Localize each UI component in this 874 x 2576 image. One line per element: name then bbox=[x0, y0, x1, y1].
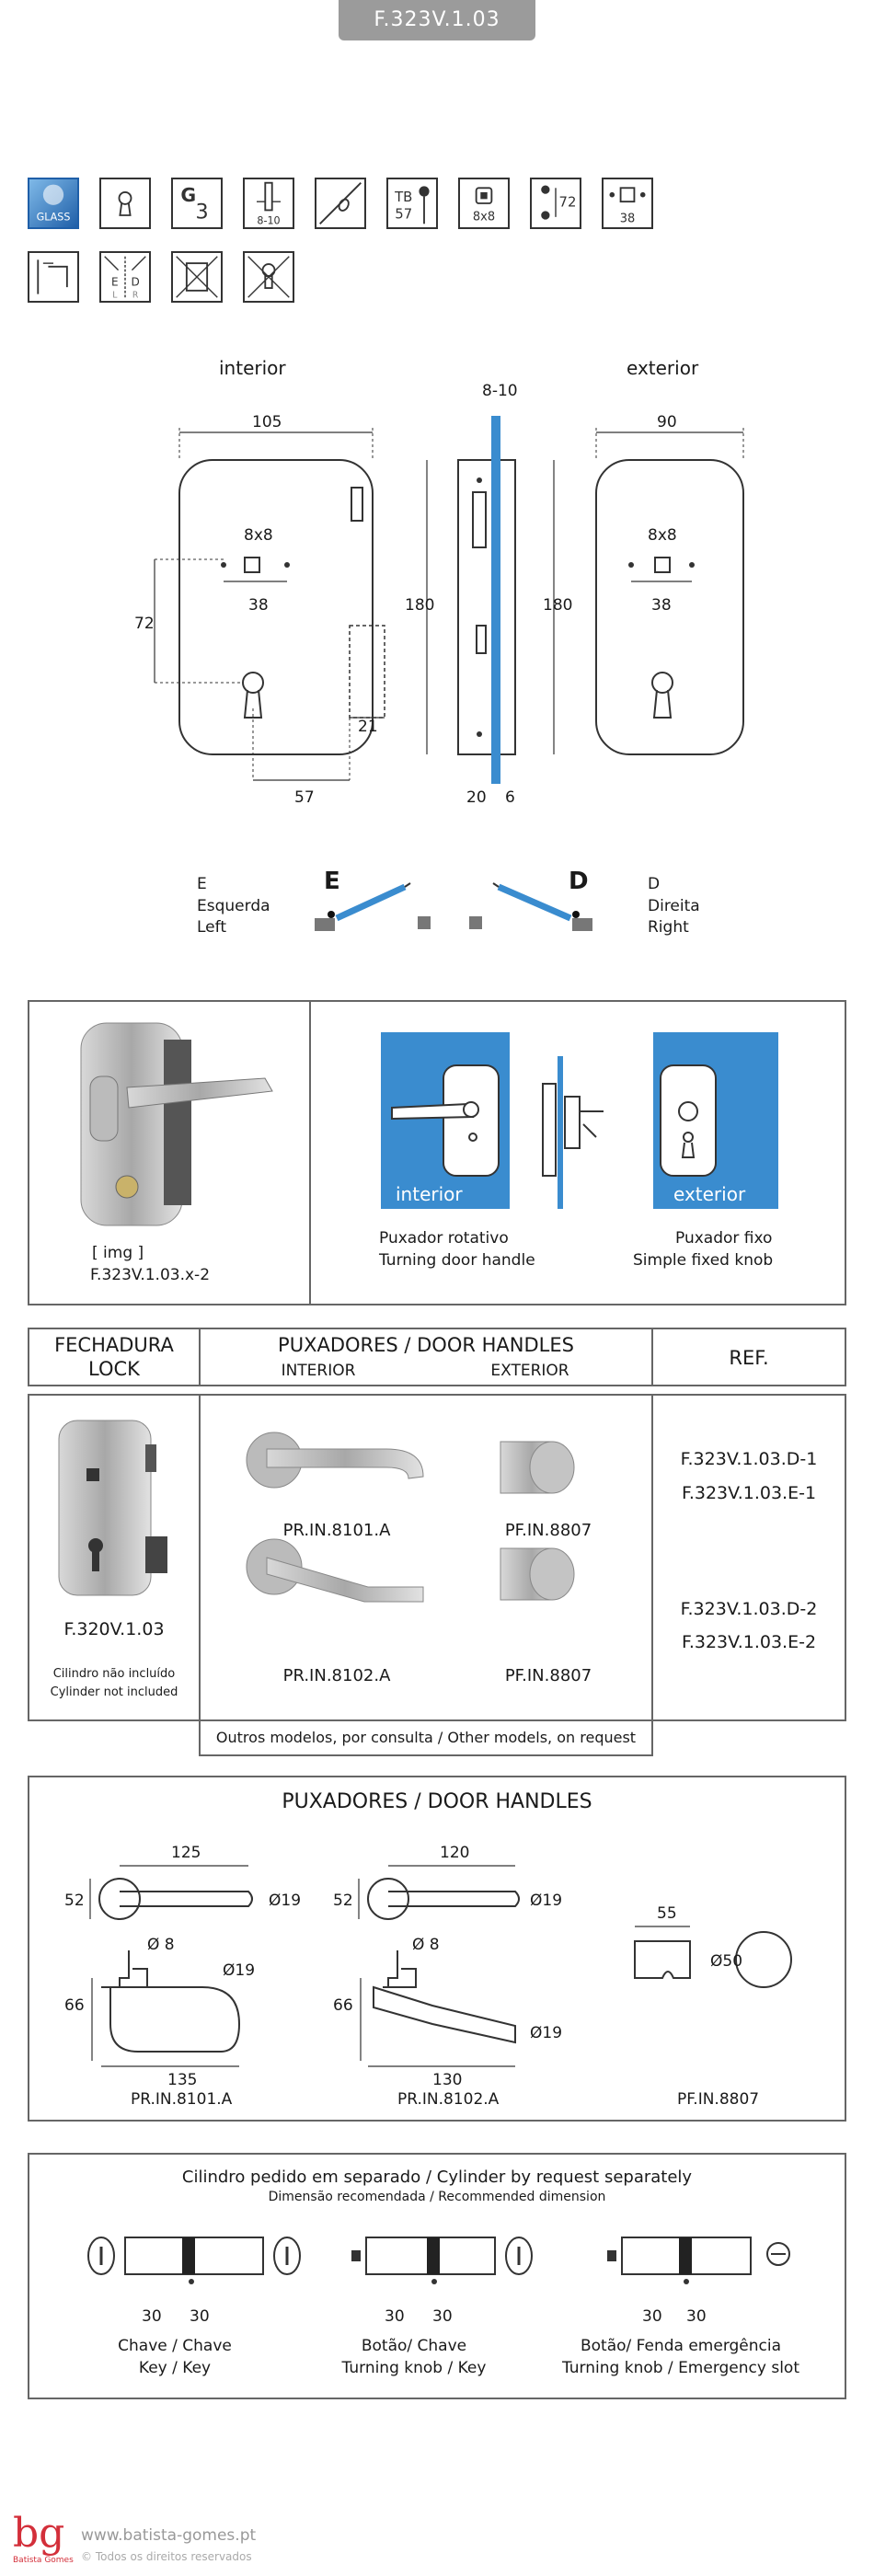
h2-proj: 66 bbox=[333, 1996, 353, 2015]
height-180-b-dim: 180 bbox=[543, 596, 573, 615]
row2-outer-code: PF.IN.8807 bbox=[504, 1666, 592, 1685]
product-code: F.323V.1.03.x-2 bbox=[90, 1266, 211, 1284]
h1-dia2: Ø19 bbox=[223, 1961, 256, 1980]
side-6-dim: 6 bbox=[505, 788, 515, 807]
website-link[interactable]: www.batista-gomes.pt bbox=[81, 2526, 257, 2545]
c2-pt: Botão/ Chave bbox=[361, 2337, 467, 2355]
svg-text:TB: TB bbox=[395, 189, 413, 206]
svg-text:8x8: 8x8 bbox=[472, 210, 496, 224]
h1-rose: 52 bbox=[64, 1892, 85, 1910]
h2-code: PR.IN.8102.A bbox=[397, 2090, 500, 2109]
row2-ref2: F.323V.1.03.E-2 bbox=[681, 1632, 817, 1652]
row2-ref1: F.323V.1.03.D-2 bbox=[680, 1599, 818, 1619]
c1-b: 30 bbox=[190, 2307, 210, 2326]
glass-range-dim: 8-10 bbox=[482, 382, 518, 400]
lock-pt: FECHADURA bbox=[54, 1334, 174, 1356]
tb57-icon bbox=[386, 178, 438, 229]
cylinder-note-pt: Cilindro não incluído bbox=[52, 1667, 176, 1681]
svg-text:G: G bbox=[180, 184, 197, 207]
h2-dia2: Ø19 bbox=[530, 2024, 563, 2042]
e-pt-label: Esquerda bbox=[197, 897, 270, 915]
reversible-icon bbox=[28, 251, 79, 303]
svg-text:3: 3 bbox=[195, 200, 209, 224]
knob-width: 55 bbox=[657, 1904, 677, 1923]
keyhole-icon bbox=[99, 178, 151, 229]
h1-length: 125 bbox=[171, 1844, 201, 1862]
h1-shaft: Ø 8 bbox=[147, 1936, 175, 1954]
spacing-int-dim: 38 bbox=[248, 596, 269, 615]
glass-icon bbox=[28, 178, 79, 229]
knob-code: PF.IN.8807 bbox=[677, 2090, 760, 2109]
c3-en: Turning knob / Emergency slot bbox=[561, 2359, 799, 2377]
row1-ref1: F.323V.1.03.D-1 bbox=[680, 1449, 818, 1469]
e-letter: E bbox=[197, 875, 207, 893]
hand-ed-icon bbox=[99, 251, 151, 303]
side-20-dim: 20 bbox=[466, 788, 487, 807]
h2-dia: Ø19 bbox=[530, 1892, 563, 1910]
h2-shaft: Ø 8 bbox=[412, 1936, 440, 1954]
svg-text:8-10: 8-10 bbox=[257, 214, 281, 227]
brand-logo: bg bbox=[13, 2510, 65, 2557]
svg-text:R: R bbox=[132, 290, 139, 301]
h2-rose: 52 bbox=[333, 1892, 353, 1910]
svg-text:E: E bbox=[111, 275, 119, 289]
cylinder-drawings bbox=[74, 2217, 810, 2300]
no-latch-icon bbox=[171, 251, 223, 303]
knob-dia: Ø50 bbox=[710, 1952, 743, 1971]
depth-21-dim: 21 bbox=[358, 718, 378, 736]
height-180-a-dim: 180 bbox=[405, 596, 435, 615]
svg-text:38: 38 bbox=[619, 212, 636, 226]
d-en-label: Right bbox=[648, 918, 689, 937]
other-models-note: Outros modelos, por consulta / Other models, on request bbox=[199, 1719, 653, 1756]
row2-inner-code: PR.IN.8102.A bbox=[282, 1666, 391, 1685]
backset-57-dim: 57 bbox=[294, 788, 315, 807]
square-int-dim: 8x8 bbox=[244, 526, 273, 545]
row1-ref2: F.323V.1.03.E-1 bbox=[681, 1483, 817, 1503]
no-cylinder-icon bbox=[243, 251, 294, 303]
height-72-icon bbox=[530, 178, 581, 229]
square-ext-dim: 8x8 bbox=[648, 526, 677, 545]
lock-photo bbox=[53, 1417, 173, 1601]
dims-title: PUXADORES / DOOR HANDLES bbox=[282, 1790, 592, 1813]
c2-a: 30 bbox=[385, 2307, 405, 2326]
cylinder-title: Cilindro pedido em separado / Cylinder by request separately bbox=[181, 2168, 693, 2187]
usage-interior-label: interior bbox=[396, 1183, 463, 1205]
c1-pt: Chave / Chave bbox=[118, 2337, 232, 2355]
interior-label: interior bbox=[219, 357, 286, 379]
svg-text:L: L bbox=[112, 290, 118, 301]
d-pt-label: Direita bbox=[648, 897, 700, 915]
svg-text:57: 57 bbox=[395, 205, 413, 223]
cylinder-subtitle: Dimensão recomendada / Recommended dimension bbox=[268, 2190, 606, 2204]
g3-icon bbox=[171, 178, 223, 229]
svg-text:D: D bbox=[131, 275, 140, 289]
product-code-tab: F.323V.1.03 bbox=[339, 0, 535, 40]
hand-diagram bbox=[304, 865, 607, 938]
interior-col: INTERIOR bbox=[281, 1362, 356, 1380]
height-72-dim: 72 bbox=[134, 615, 155, 633]
h1-dia: Ø19 bbox=[269, 1892, 302, 1910]
spacing-ext-dim: 38 bbox=[651, 596, 672, 615]
width-interior-dim: 105 bbox=[252, 413, 282, 431]
c1-en: Key / Key bbox=[138, 2359, 212, 2377]
handles-title: PUXADORES / DOOR HANDLES bbox=[278, 1334, 574, 1356]
h1-proj: 66 bbox=[64, 1996, 85, 2015]
c3-pt: Botão/ Fenda emergência bbox=[580, 2337, 782, 2355]
cylinder-note-en: Cylinder not included bbox=[50, 1685, 178, 1699]
h2-total: 130 bbox=[432, 2071, 463, 2089]
h1-code: PR.IN.8101.A bbox=[131, 2090, 233, 2109]
svg-text:72: 72 bbox=[558, 193, 577, 211]
d-mark: D bbox=[569, 868, 589, 895]
usage-exterior-label: exterior bbox=[673, 1183, 746, 1205]
lock-code: F.320V.1.03 bbox=[63, 1619, 165, 1639]
technical-drawing bbox=[0, 340, 874, 948]
d-letter: D bbox=[648, 875, 661, 893]
row1-outer-code: PF.IN.8807 bbox=[504, 1521, 592, 1540]
fixed-pt: Puxador fixo bbox=[675, 1229, 773, 1248]
copyright: © Todos os direitos reservados bbox=[81, 2550, 252, 2563]
fixed-en: Simple fixed knob bbox=[633, 1251, 774, 1270]
h2-length: 120 bbox=[440, 1844, 470, 1862]
product-photo bbox=[63, 1012, 302, 1242]
e-en-label: Left bbox=[197, 918, 226, 937]
c2-en: Turning knob / Key bbox=[341, 2359, 487, 2377]
spacing-38-icon bbox=[602, 178, 653, 229]
c3-a: 30 bbox=[642, 2307, 662, 2326]
square-spindle-icon bbox=[458, 178, 510, 229]
exterior-label: exterior bbox=[627, 357, 699, 379]
lock-en: LOCK bbox=[88, 1358, 140, 1380]
ref-col: REF. bbox=[729, 1347, 769, 1369]
glass-cut-icon bbox=[315, 178, 366, 229]
h1-total: 135 bbox=[167, 2071, 198, 2089]
svg-text:GLASS: GLASS bbox=[36, 211, 71, 224]
panel-divider bbox=[309, 1000, 311, 1305]
width-exterior-dim: 90 bbox=[657, 413, 677, 431]
c2-b: 30 bbox=[432, 2307, 453, 2326]
ref-cell bbox=[651, 1394, 846, 1721]
img-label: [ img ] bbox=[92, 1244, 144, 1262]
thickness-icon bbox=[243, 178, 294, 229]
brand-name: Batista Gomes bbox=[13, 2556, 74, 2565]
c3-b: 30 bbox=[686, 2307, 707, 2326]
handle-photos bbox=[239, 1421, 626, 1661]
e-mark: E bbox=[324, 868, 340, 895]
rotating-pt: Puxador rotativo bbox=[379, 1229, 509, 1248]
exterior-col: EXTERIOR bbox=[490, 1362, 569, 1380]
rotating-en: Turning door handle bbox=[379, 1251, 535, 1270]
row1-inner-code: PR.IN.8101.A bbox=[282, 1521, 391, 1540]
c1-a: 30 bbox=[142, 2307, 162, 2326]
